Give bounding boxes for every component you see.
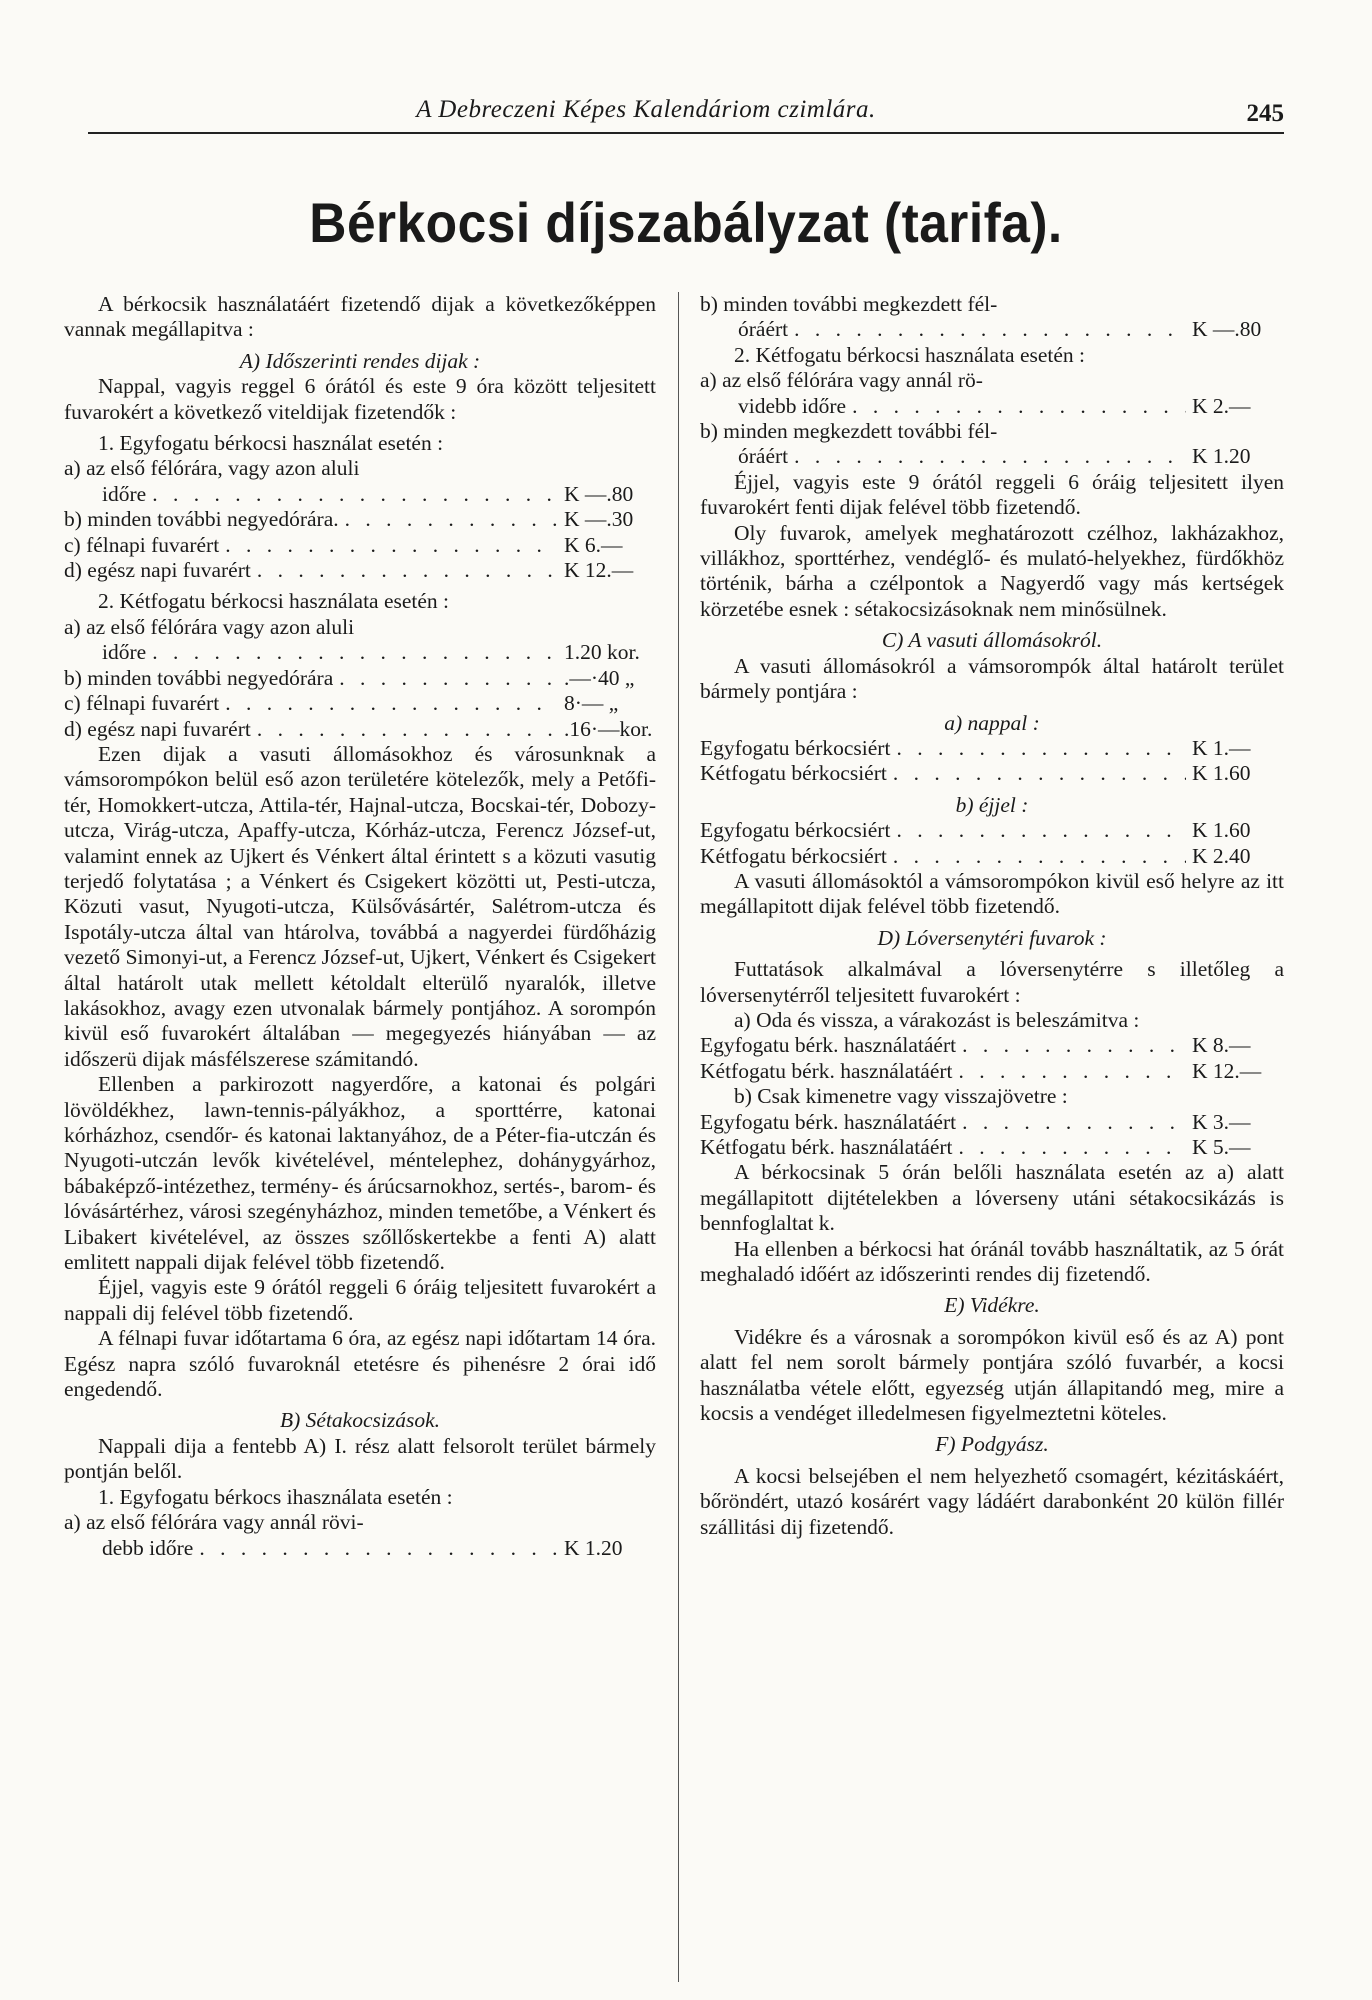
page-header	[88, 96, 1284, 134]
night-heading: b) éjjel :	[955, 792, 1029, 817]
night-one-label: Egyfogatu bérkocsiért	[700, 818, 891, 843]
day-one-label: Egyfogatu bérkocsiért	[700, 735, 891, 760]
running-title: A Debreczeni Képes Kalendáriom czimlára.	[416, 96, 876, 123]
d-b-heading: b) Csak kimenetre vagy visszajövetre :	[734, 1084, 1068, 1109]
day-heading: a) nappal :	[944, 710, 1040, 735]
page-number: 245	[1246, 100, 1284, 127]
b2-b-value: K 1.20	[1192, 444, 1251, 469]
b1-b-label: óráért	[738, 317, 789, 342]
one-horse-a-line1: a) az első félórára, vagy azon aluli	[64, 456, 360, 481]
surcharge-paragraph: Ellenben a parkirozott nagyerdőre, a katonai és polgári lövöldékhez, lawn-tennis-pályákhoz, a sporttérre, katonai kórházhoz, csendőr- és katonai laktanyához, de a Péter-fia-utczán és Nyugoti-utczán levők kivételével, méntelephez, dohánygyárhoz, bábaképző-intézethez, termény- és árúcsarnokhoz, sertés-, barom- és lóvásártérhez, városi szegényházhoz, minden temetőbe, a Vénkert és Libakert kivételével, az összes szőllőskertekbe a fenti A) alatt emlitett nappali dijak felével több fizetendő.	[64, 1072, 656, 1275]
da-two-label: Kétfogatu bérk. használatáért	[700, 1058, 953, 1083]
leader-dots	[896, 818, 1186, 843]
leader-dots	[959, 1059, 1187, 1084]
two-horse-b-row	[64, 666, 656, 691]
two-horse-d-label: d) egész napi fuvarért	[64, 716, 251, 741]
area-paragraph: Ezen dijak a vasuti állomásokhoz és városunknak a vámsorompókon belül eső azon területére kötelezők, mely a Petőfi-tér, Homokkert-utcza, Attila-tér, Hajnal-utcza, Bocskai-tér, Dobozy-utcza, Virág-utcza, Apaffy-utcza, Kórház-utcza, Ferencz József-ut, valamint ennek az Ujkert és Vénkert által érintett s a közuti vasutig terjedő folytatása ; a Vénkert és Csigekert közötti ut, Pesti-utcza, Közuti vasut, Nyugoti-utcza, Külsővásártér, Salétrom-utcza és Ispotály-utcza által van htárolva, továbbá a nagyerdei fürdőházig vezető Simonyi-ut, a Ferencz József-ut, Ujkert, Vénkert és Csigekert által határolt utak mellett kétoldalt elterülő nyaralók, illetve lakásokhoz, avagy ezen utvonalak bármely pontjához. A sorompón kivül eső fuvarokért általában — megegyezés hiányában — az időszerü dijak másfélszerese számitandó.	[64, 741, 656, 1071]
da-one-row	[700, 1033, 1284, 1058]
column-divider	[678, 292, 679, 1982]
two-horse-d-value: .16·—kor.	[564, 716, 653, 741]
day-two-label: Kétfogatu bérkocsiért	[700, 761, 887, 786]
leader-dots	[893, 761, 1186, 786]
leader-dots	[852, 394, 1186, 419]
section-f-text: A kocsi belsejében el nem helyezhető csomagért, kézitáskáért, bőröndért, utazó kosárért vagy ládáért darabonként 20 külön fillér szállitási dij fizetendő.	[700, 1463, 1284, 1539]
b2-a-label: videbb időre	[738, 393, 847, 418]
left-column	[64, 292, 656, 1561]
page-title: Bérkocsi díjszabályzat (tarifa).	[309, 191, 1063, 254]
two-horse-d-row	[64, 717, 656, 742]
section-e-heading: E) Vidékre.	[944, 1293, 1040, 1318]
da-one-value: K 8.—	[1192, 1033, 1251, 1058]
right-column	[700, 292, 1284, 1540]
section-f-heading: F) Podgyász.	[935, 1432, 1049, 1457]
leader-dots	[345, 507, 558, 532]
one-horse-b-label: b) minden további negyedórára.	[64, 507, 339, 532]
one-horse-b-row	[64, 507, 656, 532]
leader-dots	[794, 317, 1186, 342]
one-horse-d-row	[64, 558, 656, 583]
leader-dots	[152, 482, 558, 507]
b1-a-row	[64, 1536, 656, 1561]
db-two-value: K 5.—	[1192, 1135, 1251, 1159]
duration-paragraph: A félnapi fuvar időtartama 6 óra, az egész napi időtartam 14 óra. Egész napra szóló fuvaroknál etetésre és pihenésre 2 órai idő engedendő.	[64, 1326, 656, 1402]
b2-a-line1: a) az első félórára vagy annál rö-	[700, 368, 983, 393]
section-a-heading: A) Időszerinti rendes dijak :	[239, 348, 481, 373]
leader-dots	[225, 533, 558, 558]
two-horse-c-label: c) félnapi fuvarért	[64, 691, 220, 716]
section-c-text: A vasuti állomásokról a vámsorompók által határolt terület bármely pontjára :	[700, 653, 1284, 704]
leader-dots	[959, 1135, 1187, 1160]
section-a-text: Nappal, vagyis reggel 6 órától és este 9 óra között teljesitett fuvarokért a következő viteldijak fizetendők :	[64, 374, 656, 424]
d-paragraph-1: A bérkocsinak 5 órán belőli használata esetén az a) alatt megállapitott dijtételekben a lóverseny utáni sétakocsikázás is bennfoglaltat k.	[700, 1160, 1284, 1236]
night-one-row	[700, 818, 1284, 843]
b1-a-label: debb időre	[102, 1535, 194, 1560]
section-c-note: A vasuti állomásoktól a vámsorompókon kivül eső helyre az itt megállapitott dijak felével több fizetendő.	[700, 868, 1284, 919]
night-rides-paragraph: Éjjel, vagyis este 9 órától reggeli 6 óráig teljesitett ilyen fuvarokért fenti dijak felével több fizetendő.	[700, 469, 1284, 520]
b1-heading: 1. Egyfogatu bérkocs ihasználata esetén :	[98, 1484, 453, 1509]
b2-b-row	[700, 444, 1284, 469]
b1-b-value: K —.80	[1192, 317, 1262, 342]
d-a-heading: a) Oda és vissza, a várakozást is beleszámitva :	[734, 1007, 1140, 1032]
day-one-row	[700, 736, 1284, 761]
two-horse-heading: 2. Kétfogatu bérkocsi használata esetén :	[98, 589, 450, 614]
one-horse-heading: 1. Egyfogatu bérkocsi használat esetén :	[98, 431, 444, 456]
one-horse-d-value: K 12.—	[564, 558, 634, 583]
night-two-row	[700, 844, 1284, 869]
section-b-heading: B) Sétakocsizások.	[279, 1408, 440, 1433]
leader-dots	[339, 666, 558, 691]
leader-dots	[257, 717, 558, 742]
b2-b-label: óráért	[738, 444, 789, 469]
leader-dots	[893, 844, 1186, 869]
leader-dots	[257, 558, 558, 583]
rides-paragraph: Oly fuvarok, amelyek meghatározott czélhoz, lakházakhoz, villákhoz, sporttérhez, vendéglő- és mulató-helyekhez, fürdőkhöz történik, bárha a czélpontok a Nagyerdő vagy más kertségek körzetébe esnek : sétakocsizásoknak nem minősülnek.	[700, 520, 1284, 621]
night-two-label: Kétfogatu bérkocsiért	[700, 843, 887, 868]
leader-dots	[962, 1033, 1186, 1058]
day-two-row	[700, 761, 1284, 786]
two-horse-a-row	[64, 640, 656, 665]
b1-b-row	[700, 317, 1284, 342]
intro-paragraph: A bérkocsik használatáért fizetendő dijak a következőképpen vannak megállapitva :	[64, 292, 656, 342]
one-horse-b-value: K —.30	[564, 507, 634, 532]
section-c-heading: C) A vasuti állomásokról.	[881, 628, 1103, 653]
b2-b-line1: b) minden megkezdett további fél-	[700, 419, 998, 444]
two-horse-c-value: 8·— „	[564, 691, 619, 716]
day-two-value: K 1.60	[1192, 761, 1251, 786]
db-one-row	[700, 1110, 1284, 1135]
da-one-label: Egyfogatu bérk. használatáért	[700, 1033, 957, 1058]
b2-a-row	[700, 394, 1284, 419]
one-horse-c-value: K 6.—	[564, 532, 623, 557]
one-horse-c-label: c) félnapi fuvarért	[64, 532, 220, 557]
night-one-value: K 1.60	[1192, 818, 1251, 843]
leader-dots	[794, 444, 1186, 469]
db-one-value: K 3.—	[1192, 1109, 1251, 1134]
two-horse-c-row	[64, 691, 656, 716]
one-horse-d-label: d) egész napi fuvarért	[64, 558, 251, 583]
two-horse-b-value: .—·40 „	[564, 665, 635, 690]
section-b-text: Nappali dija a fentebb A) I. rész alatt felsorolt terület bármely pontján belől.	[64, 1433, 656, 1484]
two-horse-a-label: időre	[102, 640, 147, 665]
b2-heading: 2. Kétfogatu bérkocsi használata esetén :	[734, 342, 1086, 367]
leader-dots	[225, 691, 558, 716]
b1-b-line1: b) minden további megkezdett fél-	[700, 292, 998, 316]
b2-a-value: K 2.—	[1192, 393, 1251, 418]
leader-dots	[199, 1536, 558, 1561]
night-paragraph: Éjjel, vagyis este 9 órától reggeli 6 óráig teljesitett fuvarokért a nappali dij felével több fizetendő.	[64, 1275, 656, 1325]
one-horse-a-row	[64, 482, 656, 507]
two-horse-b-label: b) minden további negyedórára	[64, 665, 334, 690]
section-e-text: Vidékre és a városnak a sorompókon kivül eső és az A) pont alatt fel nem sorolt bármely pontjára szóló fuvarbér, a kocsi használatba vétele előtt, egyezség utján állapitandó meg, mire a kocsis a vendéget illedelmesen figyelmeztetni köteles.	[700, 1324, 1284, 1426]
da-two-row	[700, 1059, 1284, 1084]
b1-a-line1: a) az első félórára vagy annál rövi-	[64, 1510, 364, 1535]
db-one-label: Egyfogatu bérk. használatáért	[700, 1109, 957, 1134]
section-d-heading: D) Lóversenytéri fuvarok :	[877, 925, 1107, 950]
two-horse-a-line1: a) az első félórára vagy azon aluli	[64, 614, 355, 639]
leader-dots	[896, 736, 1186, 761]
da-two-value: K 12.—	[1192, 1058, 1262, 1083]
night-two-value: K 2.40	[1192, 843, 1251, 868]
db-two-label: Kétfogatu bérk. használatáért	[700, 1135, 953, 1159]
one-horse-a-label: időre	[102, 481, 147, 506]
section-d-text: Futtatások alkalmával a lóversenytérre s illetőleg a lóversenytérről teljesitett fuvarokért :	[700, 957, 1284, 1007]
one-horse-c-row	[64, 533, 656, 558]
one-horse-a-value: K —.80	[564, 481, 634, 506]
db-two-row	[700, 1135, 1284, 1160]
day-one-value: K 1.—	[1192, 735, 1251, 760]
leader-dots	[152, 640, 558, 665]
b1-a-value: K 1.20	[564, 1535, 623, 1560]
d-paragraph-2: Ha ellenben a bérkocsi hat óránál tovább használtatik, az 5 órát meghaladó időért az időszerinti rendes dij fizetendő.	[700, 1236, 1284, 1287]
two-horse-a-value: 1.20 kor.	[564, 640, 640, 665]
leader-dots	[962, 1110, 1186, 1135]
